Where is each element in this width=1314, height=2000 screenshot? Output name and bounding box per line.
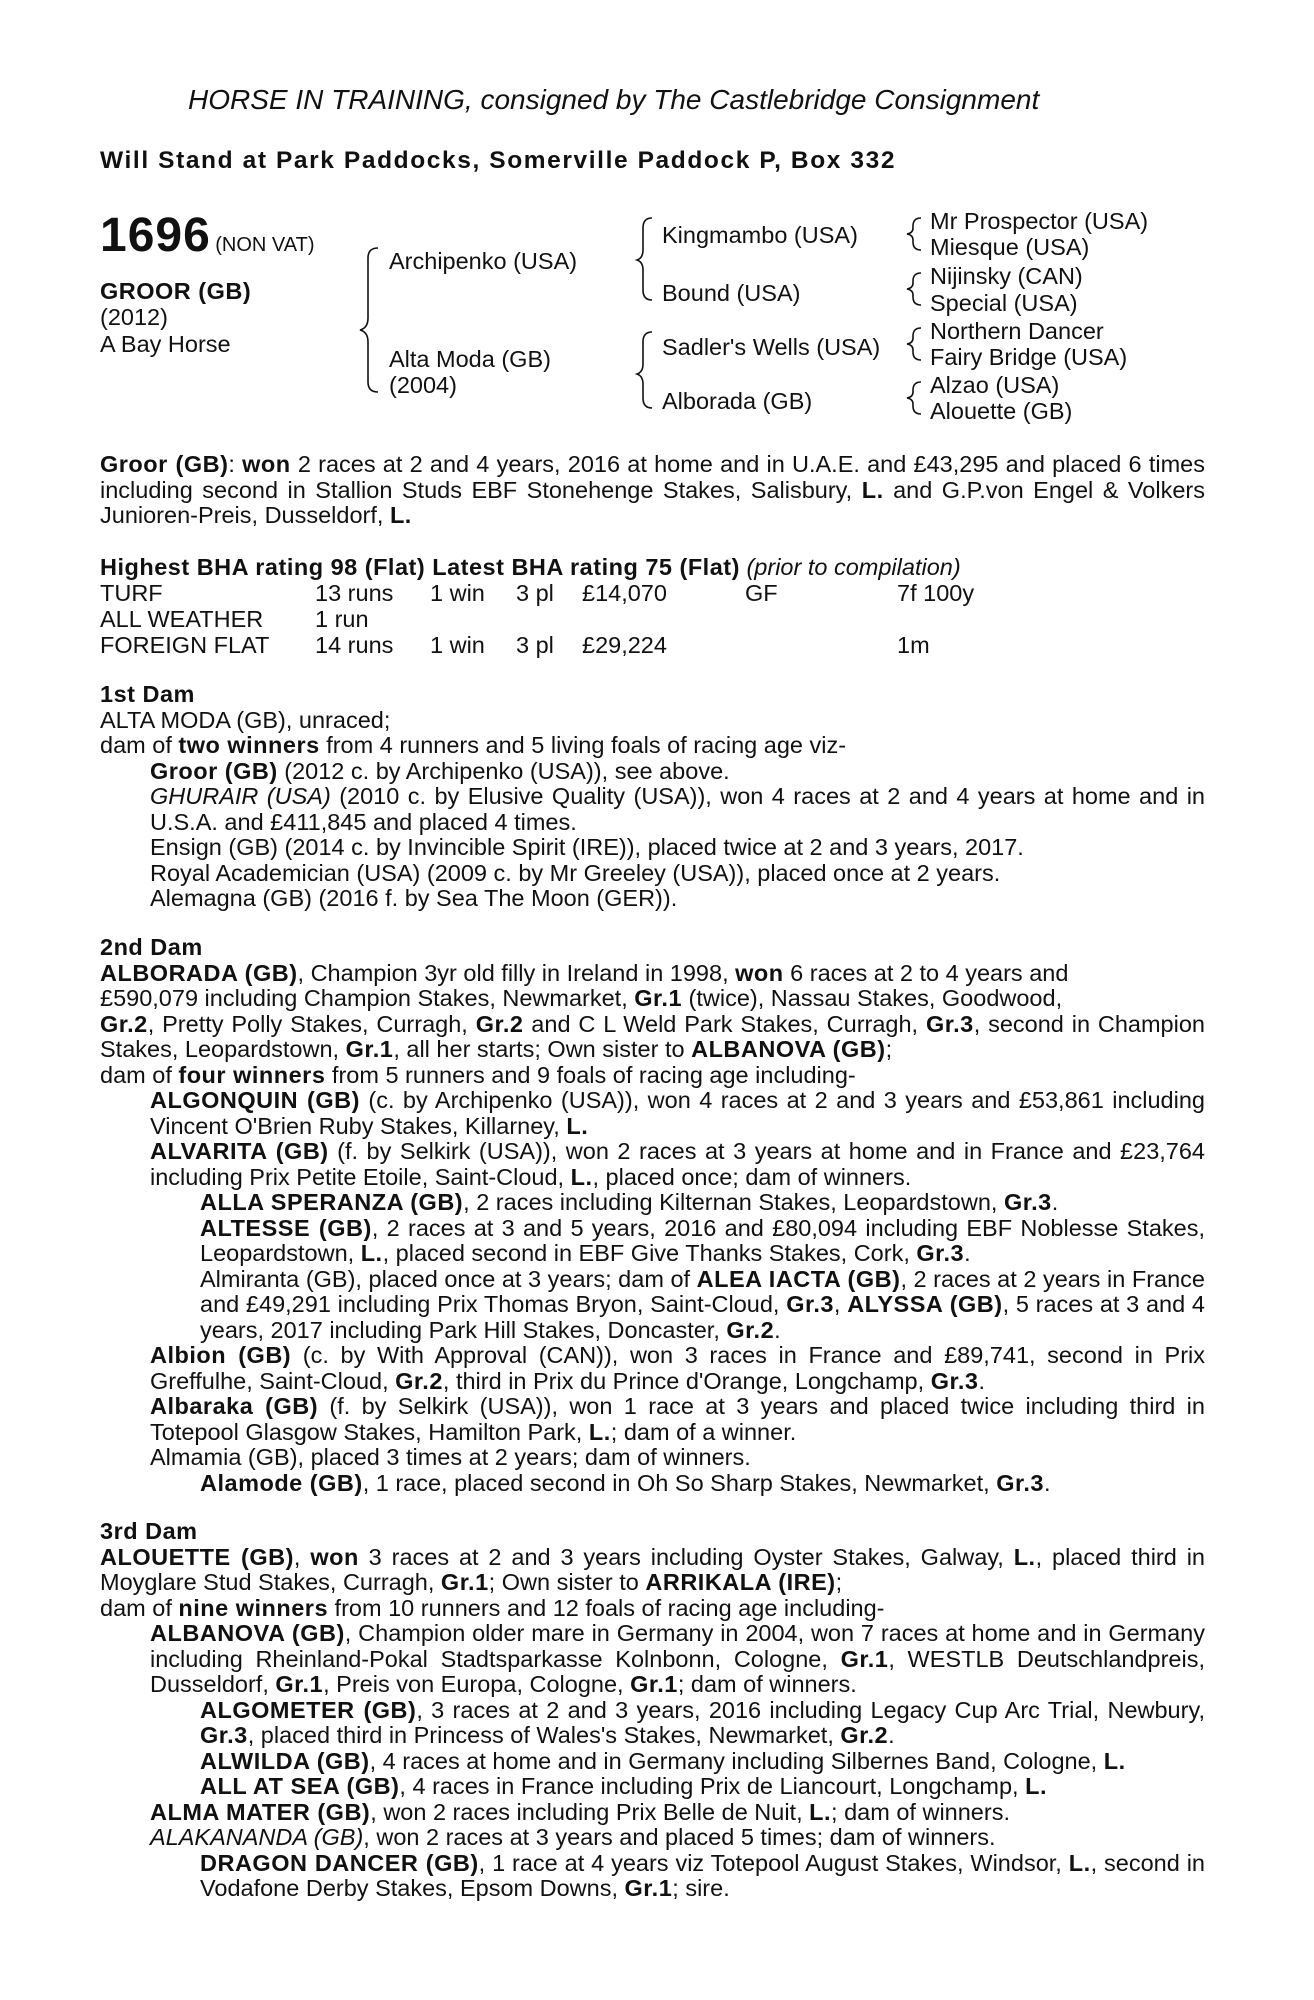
first-dam-line: ALTA MODA (GB), unraced; [100,706,391,733]
stand-location: Will Stand at Park Paddocks, Somerville Paddock P, Box 332 [100,147,897,174]
ratings-cell-runs: 13 runs [315,580,394,606]
foal-item: ALVARITA (GB) (f. by Selkirk (USA)), won 2 races at 3 years at home and in France and £23,764 including Prix Petite Etoile, Saint-Cloud, L., placed once; dam of winners. [150,1138,1205,1190]
horse-year: (2012) [100,304,168,330]
second-dam-section [100,935,1205,1496]
ratings-cell-pl: 3 pl [516,632,554,658]
third-dam-produce: dam of nine winners from 10 runners and 12 foals of racing age including- [100,1594,885,1621]
ratings-cell-wins: 1 win [430,632,485,658]
foal-item: ALGOMETER (GB), 3 races at 2 and 3 years, 2016 including Legacy Cup Arc Trial, Newbury, Gr.3, placed third in Princess of Wales's Stakes, Newmarket, Gr.2. [200,1696,1205,1748]
first-dam-produce: dam of two winners from 4 runners and 5 living foals of racing age viz- [100,732,847,758]
foal-item: ALL AT SEA (GB), 4 races in France including Prix de Liancourt, Longchamp, L. [200,1773,1047,1799]
vat-status: (NON VAT) [215,234,315,256]
foal-item: GHURAIR (USA) (2010 c. by Elusive Quality (USA)), won 4 races at 2 and 4 years at home and in U.S.A. and £411,845 and placed 4 times. [150,783,1205,835]
foal-item: Alemagna (GB) (2016 f. by Sea The Moon (GER)). [150,885,678,911]
pedigree-dam-sire: Sadler's Wells (USA) [662,334,881,360]
ratings-cell-type: TURF [100,580,163,606]
foal-item: ALLA SPERANZA (GB), 2 races including Kilternan Stakes, Leopardstown, Gr.3. [200,1189,1059,1215]
race-summary: Groor (GB): won 2 races at 2 and 4 years, 2016 at home and in U.A.E. and £43,295 and placed 6 times including second in Stallion Studs EBF Stonehenge Stakes, Salisbury, L. and G.P.von Engel & Volkers Junioren-Preis, Dusseldorf, L. [100,451,1205,528]
pedigree-ss-sire: Mr Prospector (USA) [930,208,1149,234]
pedigree-sd-dam: Special (USA) [930,290,1078,316]
ratings-cell-money: £29,224 [582,632,667,658]
foal-item: ALAKANANDA (GB), won 2 races at 3 years and placed 5 times; dam of winners. [150,1824,996,1850]
foal-item: Almamia (GB), placed 3 times at 2 years; dam of winners. [150,1444,751,1470]
pedigree-sire-sire: Kingmambo (USA) [662,222,858,248]
pedigree-sire-dam: Bound (USA) [662,280,801,306]
pedigree-ss-dam: Miesque (USA) [930,234,1090,260]
ratings-cell-dist: 7f 100y [897,580,975,606]
page-title: HORSE IN TRAINING, consigned by The Castlebridge Consignment [188,84,1040,115]
pedigree-ds-dam: Fairy Bridge (USA) [930,344,1128,370]
third-dam-heading: 3rd Dam [100,1518,198,1544]
foal-item: Albaraka (GB) (f. by Selkirk (USA)), won 1 race at 3 years and placed twice including third in Totepool Glasgow Stakes, Hamilton Park, L.; dam of a winner. [150,1393,1205,1445]
third-dam-body: ALOUETTE (GB), won 3 races at 2 and 3 years including Oyster Stakes, Galway, L., placed third in Moyglare Stud Stakes, Curragh, Gr.1; Own sister to ARRIKALA (IRE); [100,1543,1205,1595]
foal-item: ALGONQUIN (GB) (c. by Archipenko (USA)), won 4 races at 2 and 3 years and £53,861 including Vincent O'Brien Ruby Stakes, Killarney, L. [150,1087,1205,1139]
foal-item: ALWILDA (GB), 4 races at home and in Germany including Silbernes Band, Cologne, L. [200,1747,1126,1774]
ratings-cell-money: £14,070 [582,580,667,606]
ratings-cell-wins: 1 win [430,580,485,606]
first-dam-heading: 1st Dam [100,681,195,707]
pedigree-sd-sire: Nijinsky (CAN) [930,263,1083,289]
pedigree-sire: Archipenko (USA) [389,248,578,274]
foal-item: Ensign (GB) (2014 c. by Invincible Spirit (IRE)), placed twice at 2 and 3 years, 2017. [150,834,1024,860]
foal-item: DRAGON DANCER (GB), 1 race at 4 years viz Totepool August Stakes, Windsor, L., second in Vodafone Derby Stakes, Epsom Downs, Gr.1; sire. [200,1849,1205,1901]
foal-item: ALTESSE (GB), 2 races at 3 and 5 years, 2016 and £80,094 including EBF Noblesse Stakes, Leopardstown, L., placed second in EBF Give Thanks Stakes, Cork, Gr.3. [200,1214,1205,1266]
foal-item: Almiranta (GB), placed once at 3 years; dam of ALEA IACTA (GB), 2 races at 2 years in France and £49,291 including Prix Thomas Bryon, Saint-Cloud, Gr.3, ALYSSA (GB), 5 races at 3 and 4 years, 2017 including Park Hill Stakes, Doncaster, Gr.2. [200,1265,1205,1343]
ratings-cell-type: FOREIGN FLAT [100,632,270,658]
foal-item: Royal Academician (USA) (2009 c. by Mr Greeley (USA)), placed once at 2 years. [150,859,1001,886]
pedigree-ds-sire: Northern Dancer [930,318,1104,344]
ratings-cell-going: GF [745,580,778,606]
second-dam-heading: 2nd Dam [100,934,203,960]
foal-item: Alamode (GB), 1 race, placed second in Oh So Sharp Stakes, Newmarket, Gr.3. [200,1469,1051,1496]
horse-description: A Bay Horse [100,331,231,357]
foal-item: ALBANOVA (GB), Champion older mare in Germany in 2004, won 7 races at home and in Germany including Rheinland-Pokal Stadtsparkasse Kolnbonn, Cologne, Gr.1, WESTLB Deutschlandpreis, Dusseldorf, Gr.1, Preis von Europa, Cologne, Gr.1; dam of winners. [150,1620,1205,1697]
ratings-heading-row: Highest BHA rating 98 (Flat) Latest BHA rating 75 (Flat) (prior to compilation) [100,554,961,580]
foal-item: Groor (GB) (2012 c. by Archipenko (USA)), see above. [150,757,730,784]
pedigree-dam-year: (2004) [389,372,457,398]
pedigree-dd-dam: Alouette (GB) [930,398,1073,424]
pedigree-dd-sire: Alzao (USA) [930,372,1060,398]
third-dam-section [100,1519,1205,1902]
second-dam-produce: dam of four winners from 5 runners and 9 foals of racing age including- [100,1061,856,1088]
horse-name: GROOR (GB) [100,278,252,304]
foal-item: Albion (GB) (c. by With Approval (CAN)), won 3 races in France and £89,741, second in Prix Greffulhe, Saint-Cloud, Gr.2, third in Prix du Prince d'Orange, Longchamp, Gr.3. [150,1342,1205,1394]
second-dam-body: ALBORADA (GB), Champion 3yr old filly in Ireland in 1998, won 6 races at 2 to 4 years and £590,079 including Champion Stakes, Newmarket, Gr.1 (twice), Nassau Stakes, Goodwood, Gr.2, Pretty Polly Stakes, Curragh, Gr.2 and C L Weld Park Stakes, Curragh, Gr.3, second in Champion Stakes, Leopardstown, Gr.1, all her starts; Own sister to ALBANOVA (GB); [100,959,1205,1062]
lot-number: 1696 [100,209,211,262]
pedigree-dam: Alta Moda (GB) [389,346,551,372]
ratings-cell-pl: 3 pl [516,580,554,606]
ratings-cell-type: ALL WEATHER [100,606,264,632]
pedigree-dam-dam: Alborada (GB) [662,388,813,414]
ratings-cell-runs: 14 runs [315,632,394,658]
foal-item: ALMA MATER (GB), won 2 races including Prix Belle de Nuit, L.; dam of winners. [150,1798,1010,1825]
first-dam-section [100,682,1205,912]
ratings-cell-runs: 1 run [315,606,369,632]
ratings-cell-dist: 1m [897,632,930,658]
